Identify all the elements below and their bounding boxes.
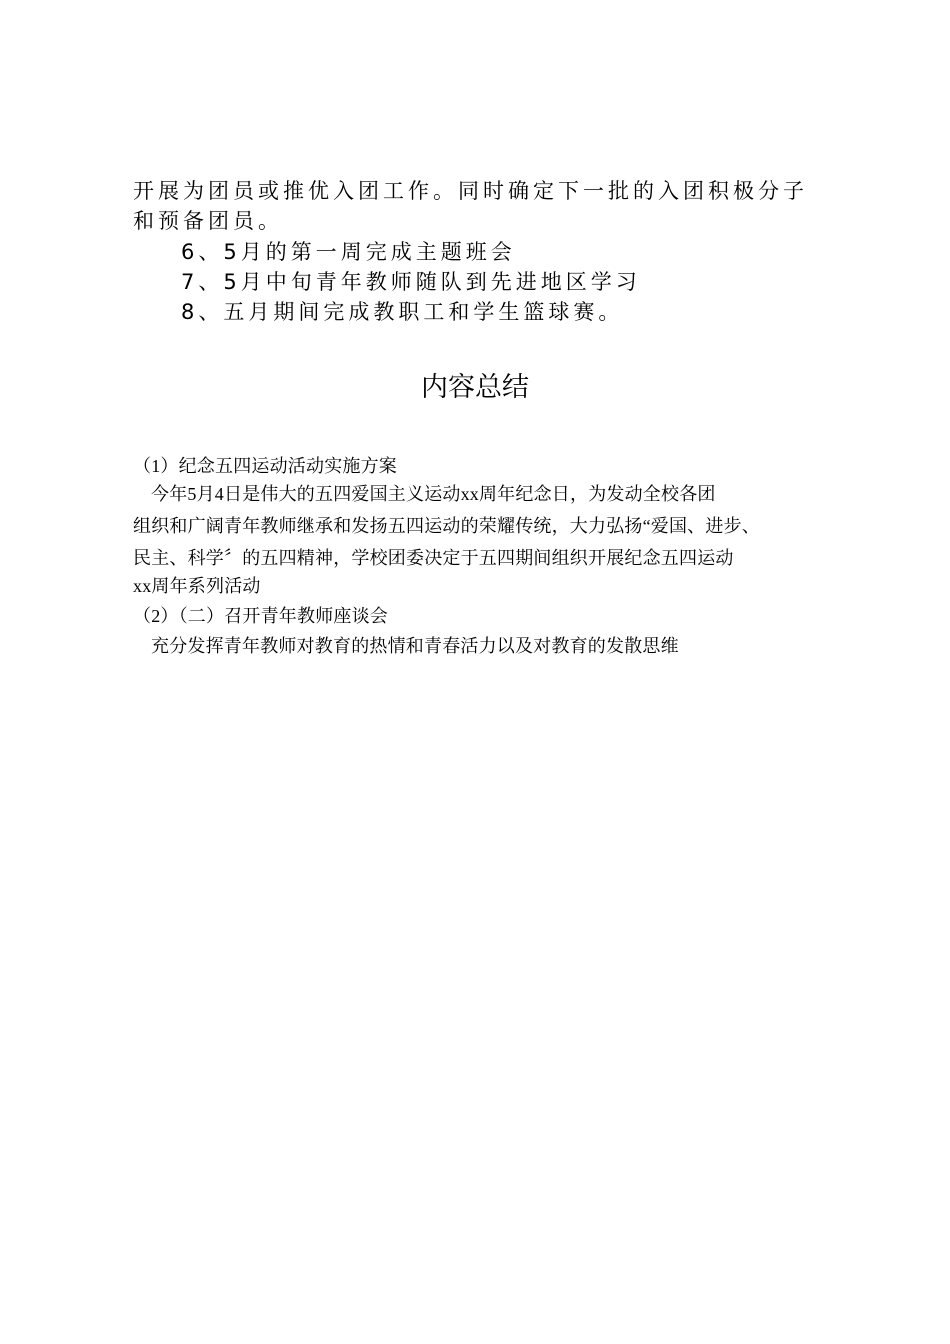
paragraph-line: 开展为团员或推优入团工作。同时确定下一批的入团积极分子 <box>133 179 808 203</box>
summary-point-title: （1）纪念五四运动活动实施方案 <box>133 456 397 476</box>
summary-text-line: 民主、科学〞的五四精神，学校团委决定于五四期间组织开展纪念五四运动 <box>133 548 734 568</box>
summary-text-line: 充分发挥青年教师对教育的热情和青春活力以及对教育的发散思维 <box>151 636 679 656</box>
summary-text-line: 组织和广阔青年教师继承和发扬五四运动的荣耀传统，大力弘扬“爱国、进步、 <box>133 516 760 536</box>
summary-text-line: xx周年系列活动 <box>133 576 261 596</box>
list-item: 7、5月中旬青年教师随队到先进地区学习 <box>181 270 641 294</box>
summary-heading: 内容总结 <box>421 372 529 403</box>
list-item: 6、5月的第一周完成主题班会 <box>181 240 516 264</box>
summary-point-title: （2）（二）召开青年教师座谈会 <box>133 606 388 626</box>
list-item: 8、五月期间完成教职工和学生篮球赛。 <box>181 300 624 324</box>
paragraph-line: 和预备团员。 <box>133 209 283 233</box>
summary-text-line: 今年5月4日是伟大的五四爱国主义运动xx周年纪念日，为发动全校各团 <box>151 484 716 504</box>
